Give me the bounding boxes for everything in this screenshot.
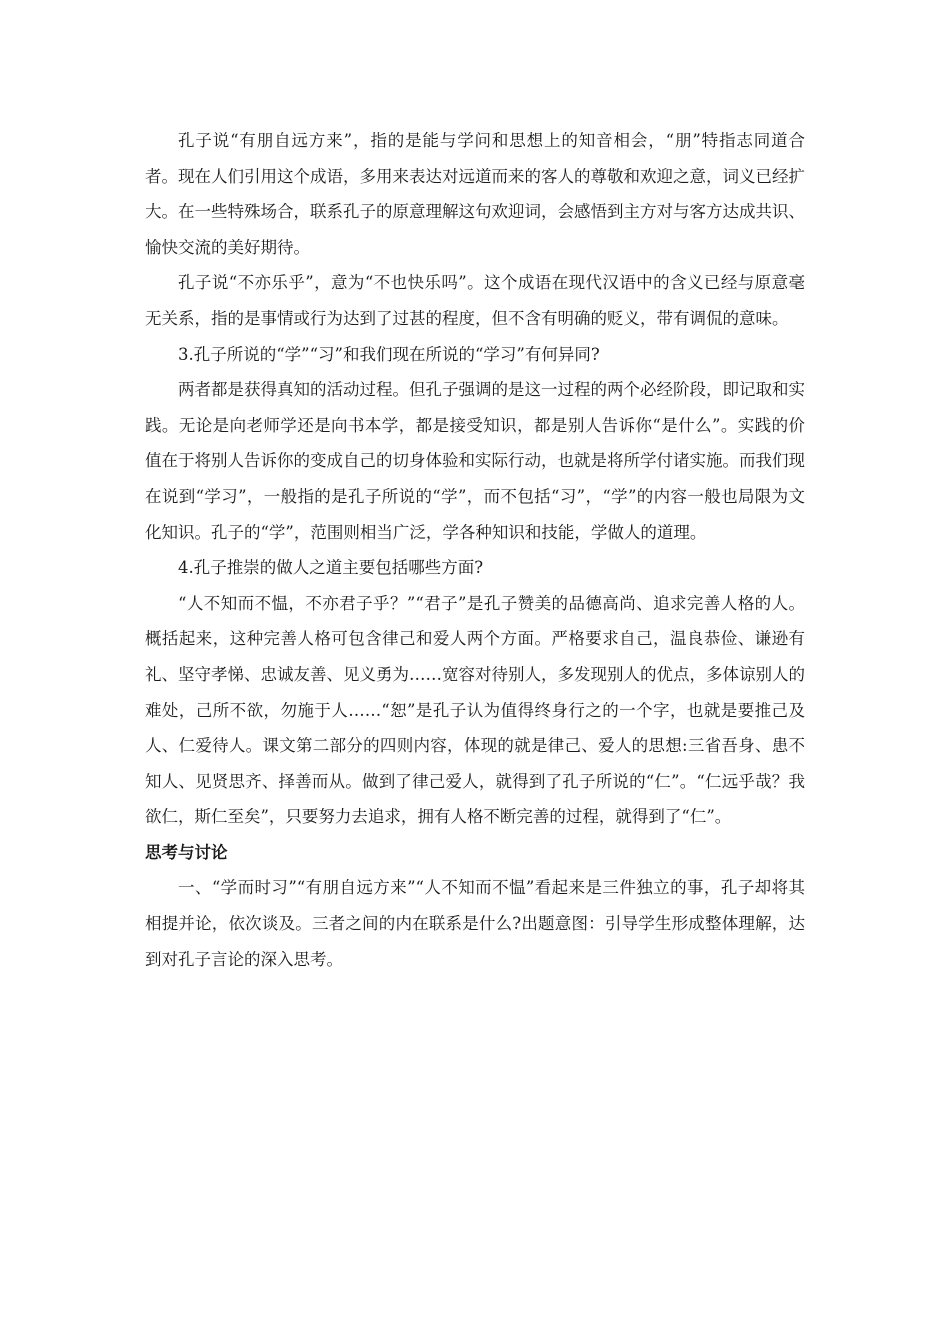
paragraph-bu-yi-le-hu: 孔子说“不亦乐乎”，意为“不也快乐吗”。这个成语在现代汉语中的含义已经与原意毫无关系，指的是事情或行为达到了过甚的程度，但不含有明确的贬义，带有调侃的意味。 (145, 273, 805, 328)
answer-4: “人不知而不愠，不亦君子乎？”“君子”是孔子赞美的品德高尚、追求完善人格的人。概括起来，这种完善人格可包含律己和爱人两个方面。严格要求自己，温良恭俭、谦逊有礼、坚守孝悌、忠诚友善、见义勇为……宽容对待别人，多发现别人的优点，多体谅别人的难处，己所不欲，勿施于人……“恕”是孔子认为值得终身行之的一个字，也就是要推己及人、仁爱待人。课文第二部分的四则内容，体现的就是律己、爱人的思想:三省吾身、患不知人、见贤思齐、择善而从。做到了律己爱人，就得到了孔子所说的“仁”。“仁远乎哉？我欲仁，斯仁至矣”，只要努力去追求，拥有人格不断完善的过程，就得到了“仁”。 (145, 593, 805, 827)
section-heading-discussion: 思考与讨论 (145, 842, 228, 862)
paragraph-friends-from-afar: 孔子说“有朋自远方来”，指的是能与学问和思想上的知音相会，“朋”特指志同道合者。现在人们引用这个成语，多用来表达对远道而来的客人的尊敬和欢迎之意，词义已经扩大。在一些特殊场合，联系孔子的原意理解这句欢迎词，会感悟到主方对与客方达成共识、愉快交流的美好期待。 (145, 131, 805, 257)
document-page (145, 123, 805, 977)
discussion-question-1: 一、“学而时习”“有朋自远方来”“人不知而不愠”看起来是三件独立的事，孔子却将其相提并论，依次谈及。三者之间的内在联系是什么?出题意图：引导学生形成整体理解，达到对孔子言论的深入思考。 (145, 878, 805, 969)
question-4: 4.孔子推崇的做人之道主要包括哪些方面? (178, 558, 484, 578)
question-3: 3.孔子所说的“学”“习”和我们现在所说的“学习”有何异同? (178, 344, 600, 364)
answer-3: 两者都是获得真知的活动过程。但孔子强调的是这一过程的两个必经阶段，即记取和实践。无论是向老师学还是向书本学，都是接受知识，都是别人告诉你“是什么”。实践的价值在于将别人告诉你的变成自己的切身体验和实际行动，也就是将所学付诸实施。而我们现在说到“学习”，一般指的是孔子所说的“学”，而不包括“习”，“学”的内容一般也局限为文化知识。孔子的“学”，范围则相当广泛，学各种知识和技能，学做人的道理。 (145, 380, 805, 542)
